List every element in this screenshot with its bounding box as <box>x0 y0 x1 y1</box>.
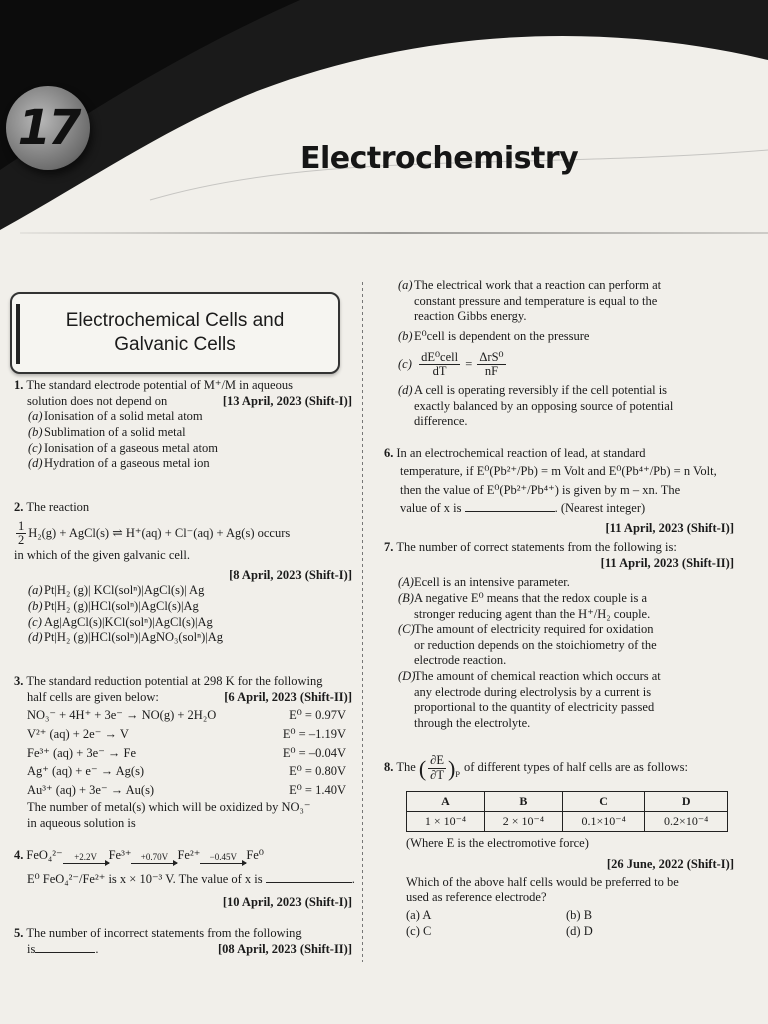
exam-tag: [8 April, 2023 (Shift-I)] <box>229 567 352 582</box>
arrow: +2.2V <box>63 853 109 864</box>
half-cell-row: Ag⁺ (aq) + e⁻ → Ag(s) E⁰ = 0.80V <box>27 764 346 779</box>
option: (c) $\frac{\text{dE⁰cell}}{dT}$ = $\frac{\text{ΔrS⁰}}{nF}$ <box>398 349 504 379</box>
table-cell: 1 × 10⁻⁴ <box>407 811 485 831</box>
section-title: Electrochemical Cells and Galvanic Cells <box>65 310 285 355</box>
exam-tag: [13 April, 2023 (Shift-I)] <box>222 393 352 408</box>
option: (a)The electrical work that a reaction can perform at <box>398 278 662 292</box>
option: (c) Ag|AgCl(s)|KCl(solⁿ)|AgCl(s)|Ag <box>28 614 213 629</box>
option: (c) Ionisation of a gaseous metal atom <box>28 440 218 455</box>
option: (c) C <box>406 923 432 938</box>
option: (b)Pt|H₂ (g)|HCl(solⁿ)|AgCl(s)|Ag <box>28 599 199 613</box>
option: (a)Pt|H₂ (g)| KCl(solⁿ)|AgCl(s)| Ag <box>28 583 205 598</box>
arrow: +0.70V <box>131 853 177 864</box>
chapter-title: Electrochemistry <box>300 141 579 176</box>
half-cell-row: Fe³⁺ (aq) + 3e⁻ → Fe E⁰ = –0.04V <box>27 745 346 760</box>
question-6: 6. In an electrochemical reaction of lead, at standard temperature, if E⁰(Pb²⁺/Pb) = m Volt and E⁰(Pb⁴⁺/Pb) = n Volt, then the value of E⁰(Pb²⁺/Pb⁴⁺) is given by m – xn. The value of x is . (Nearest integer) [11 April, 2023 (Shift-I)] <box>384 446 734 535</box>
exam-tag: [6 April, 2023 (Shift-II)] <box>224 689 352 704</box>
question-4: 4. FeO₄²⁻ +2.2V Fe³⁺ +0.70V Fe²⁺ −0.45V Fe⁰ E⁰ FeO₄²⁻/Fe²⁺ is x × 10⁻³ V. The value of x is . [10 April, 2023 (Shift-I)] <box>14 848 355 910</box>
table-header: D <box>645 791 728 811</box>
exam-tag: [10 April, 2023 (Shift-I)] <box>222 895 352 910</box>
column-divider <box>362 282 363 962</box>
question-7: 7. The number of correct statements from the following is: [11 April, 2023 (Shift-II)] (A)Ecell is an intensive parameter. (B)A negative E⁰ means that the redox couple is a stronger reducing agent than the H⁺/H₂ couple. (C)The amount of electricity required for oxidation or reduction depends on the stoichiometry of the electrode reaction. (D)The amount of chemical reaction which occurs at any electrode during electrolysis by a current is proportional to the quantity of electricity passed through the electrolyte. <box>384 540 734 730</box>
question-2: 2. The reaction $\frac{1}{2}$ H₂(g) + AgCl(s) ⇌ H⁺(aq) + Cl⁻(aq) + Ag(s) occurs in which of the given galvanic cell. [8 April, 2023 (Shift-I)] (a)Pt|H₂ (g)| KCl(solⁿ)|AgCl(s)| Ag (b)Pt|H₂ (g)|HCl(solⁿ)|AgCl(s)|Ag (c) Ag|AgCl(s)|KCl(solⁿ)|AgCl(s)|Ag (d)Pt|H₂ (g)|HCl(solⁿ)|AgNO₃(solⁿ)|Ag <box>14 500 352 645</box>
answer-blank <box>266 882 352 883</box>
table-cell: 0.2×10⁻⁴ <box>645 811 728 831</box>
exam-tag: [26 June, 2022 (Shift-I)] <box>606 857 734 872</box>
option: (d)Pt|H₂ (g)|HCl(solⁿ)|AgNO₃(solⁿ)|Ag <box>28 630 224 645</box>
corner-swoosh-graphic <box>0 0 768 240</box>
answer-blank <box>465 511 555 512</box>
option: (b) B <box>566 908 593 922</box>
question-5-options: (a)The electrical work that a reaction can perform at constant pressure and temperature is equal to the reaction Gibbs energy. (b)E⁰cell is dependent on the pressure (c) $\frac{\text{dE⁰cell}}{dT}$ = $\frac{\text{ΔrS⁰}}{nF}$ (d)A cell is operating reversibly if the cell potential is exactly balanced by an opposing source of potential difference. <box>384 278 734 430</box>
option: (b)Sublimation of a solid metal <box>28 424 186 439</box>
table-cell: 0.1×10⁻⁴ <box>562 811 645 831</box>
table-header: A <box>407 791 485 811</box>
option: (b)E⁰cell is dependent on the pressure <box>398 328 590 343</box>
half-cell-row: NO₃⁻ + 4H⁺ + 3e⁻ → NO(g) + 2H₂O E⁰ = 0.97V <box>27 708 346 723</box>
exam-tag: [08 April, 2023 (Shift-II)] <box>217 941 352 956</box>
option: (C)The amount of electricity required for oxidation <box>398 622 654 637</box>
half-cell-row: Au³⁺ (aq) + 3e⁻ → Au(s) E⁰ = 1.40V <box>27 782 346 797</box>
option: (B)A negative E⁰ means that the redox couple is a <box>398 590 648 605</box>
header-rule <box>20 232 768 234</box>
option: (d)Hydration of a gaseous metal ion <box>28 456 210 471</box>
answer-blank <box>35 952 95 953</box>
fraction-half: $\frac{1}{2}$ <box>18 518 25 548</box>
table-header: C <box>562 791 645 811</box>
exam-tag: [11 April, 2023 (Shift-II)] <box>600 555 734 570</box>
half-cell-table <box>406 791 728 832</box>
half-cell-row: V²⁺ (aq) + 2e⁻ → V E⁰ = –1.19V <box>27 726 346 741</box>
exam-tag: [11 April, 2023 (Shift-I)] <box>605 520 734 535</box>
table-header: B <box>484 791 562 811</box>
option: (a)Ionisation of a solid metal atom <box>28 409 203 424</box>
chapter-number-badge <box>6 86 90 170</box>
arrow: −0.45V <box>200 853 246 864</box>
question-3: 3. The standard reduction potential at 298 K for the following half cells are given below: [6 April, 2023 (Shift-II)] NO₃⁻ + 4H⁺ + 3e⁻ → NO(g) + 2H₂O E⁰ = 0.97V V²⁺ (aq) + 2e⁻ → V E⁰ = –1.19V Fe³⁺ (aq) + 3e⁻ → Fe E⁰ = –0.04V Ag⁺ (aq) + e⁻ → Ag(s) E⁰ = 0.80V Au³⁺ (aq) + 3e⁻ → Au(s) E⁰ = 1.40V The number of metal(s) which will be oxidized by NO₃⁻ in aqueous solution is <box>14 674 352 830</box>
option: (D)The amount of chemical reaction which occurs at <box>398 669 661 683</box>
table-cell: 2 × 10⁻⁴ <box>484 811 562 831</box>
option: (d)A cell is operating reversibly if the cell potential is <box>398 383 668 397</box>
option: (a) A <box>406 908 432 922</box>
section-heading-box <box>10 292 340 374</box>
option: (A)Ecell is an intensive parameter. <box>398 575 570 590</box>
chapter-number: 17 <box>17 100 79 156</box>
question-5: 5. The number of incorrect statements from the following is . [08 April, 2023 (Shift-II)] <box>14 926 352 956</box>
question-1: 1. The standard electrode potential of M⁺/M in aqueous solution does not depend on [13 April, 2023 (Shift-I)] (a)Ionisation of a solid metal atom (b)Sublimation of a solid metal (c) Ionisation of a gaseous metal atom (d)Hydration of a gaseous metal ion <box>14 378 352 471</box>
section-accent-bar <box>16 304 20 364</box>
option: (d) D <box>566 923 593 938</box>
question-8: 8. The ( $\frac{\partial E}{\partial T}$ ) P of different types of half cells are as follows: A B C D 1 × 10⁻⁴ 2 × 10⁻⁴ 0.1×10⁻⁴ 0.2×10⁻⁴ (Where E is the electromotive force) [26 June, 2022 (Shift-I)] Which of the above half cells would be preferred to be used as reference electrode? (a) A (b) B (c) C (d) D <box>384 753 734 938</box>
